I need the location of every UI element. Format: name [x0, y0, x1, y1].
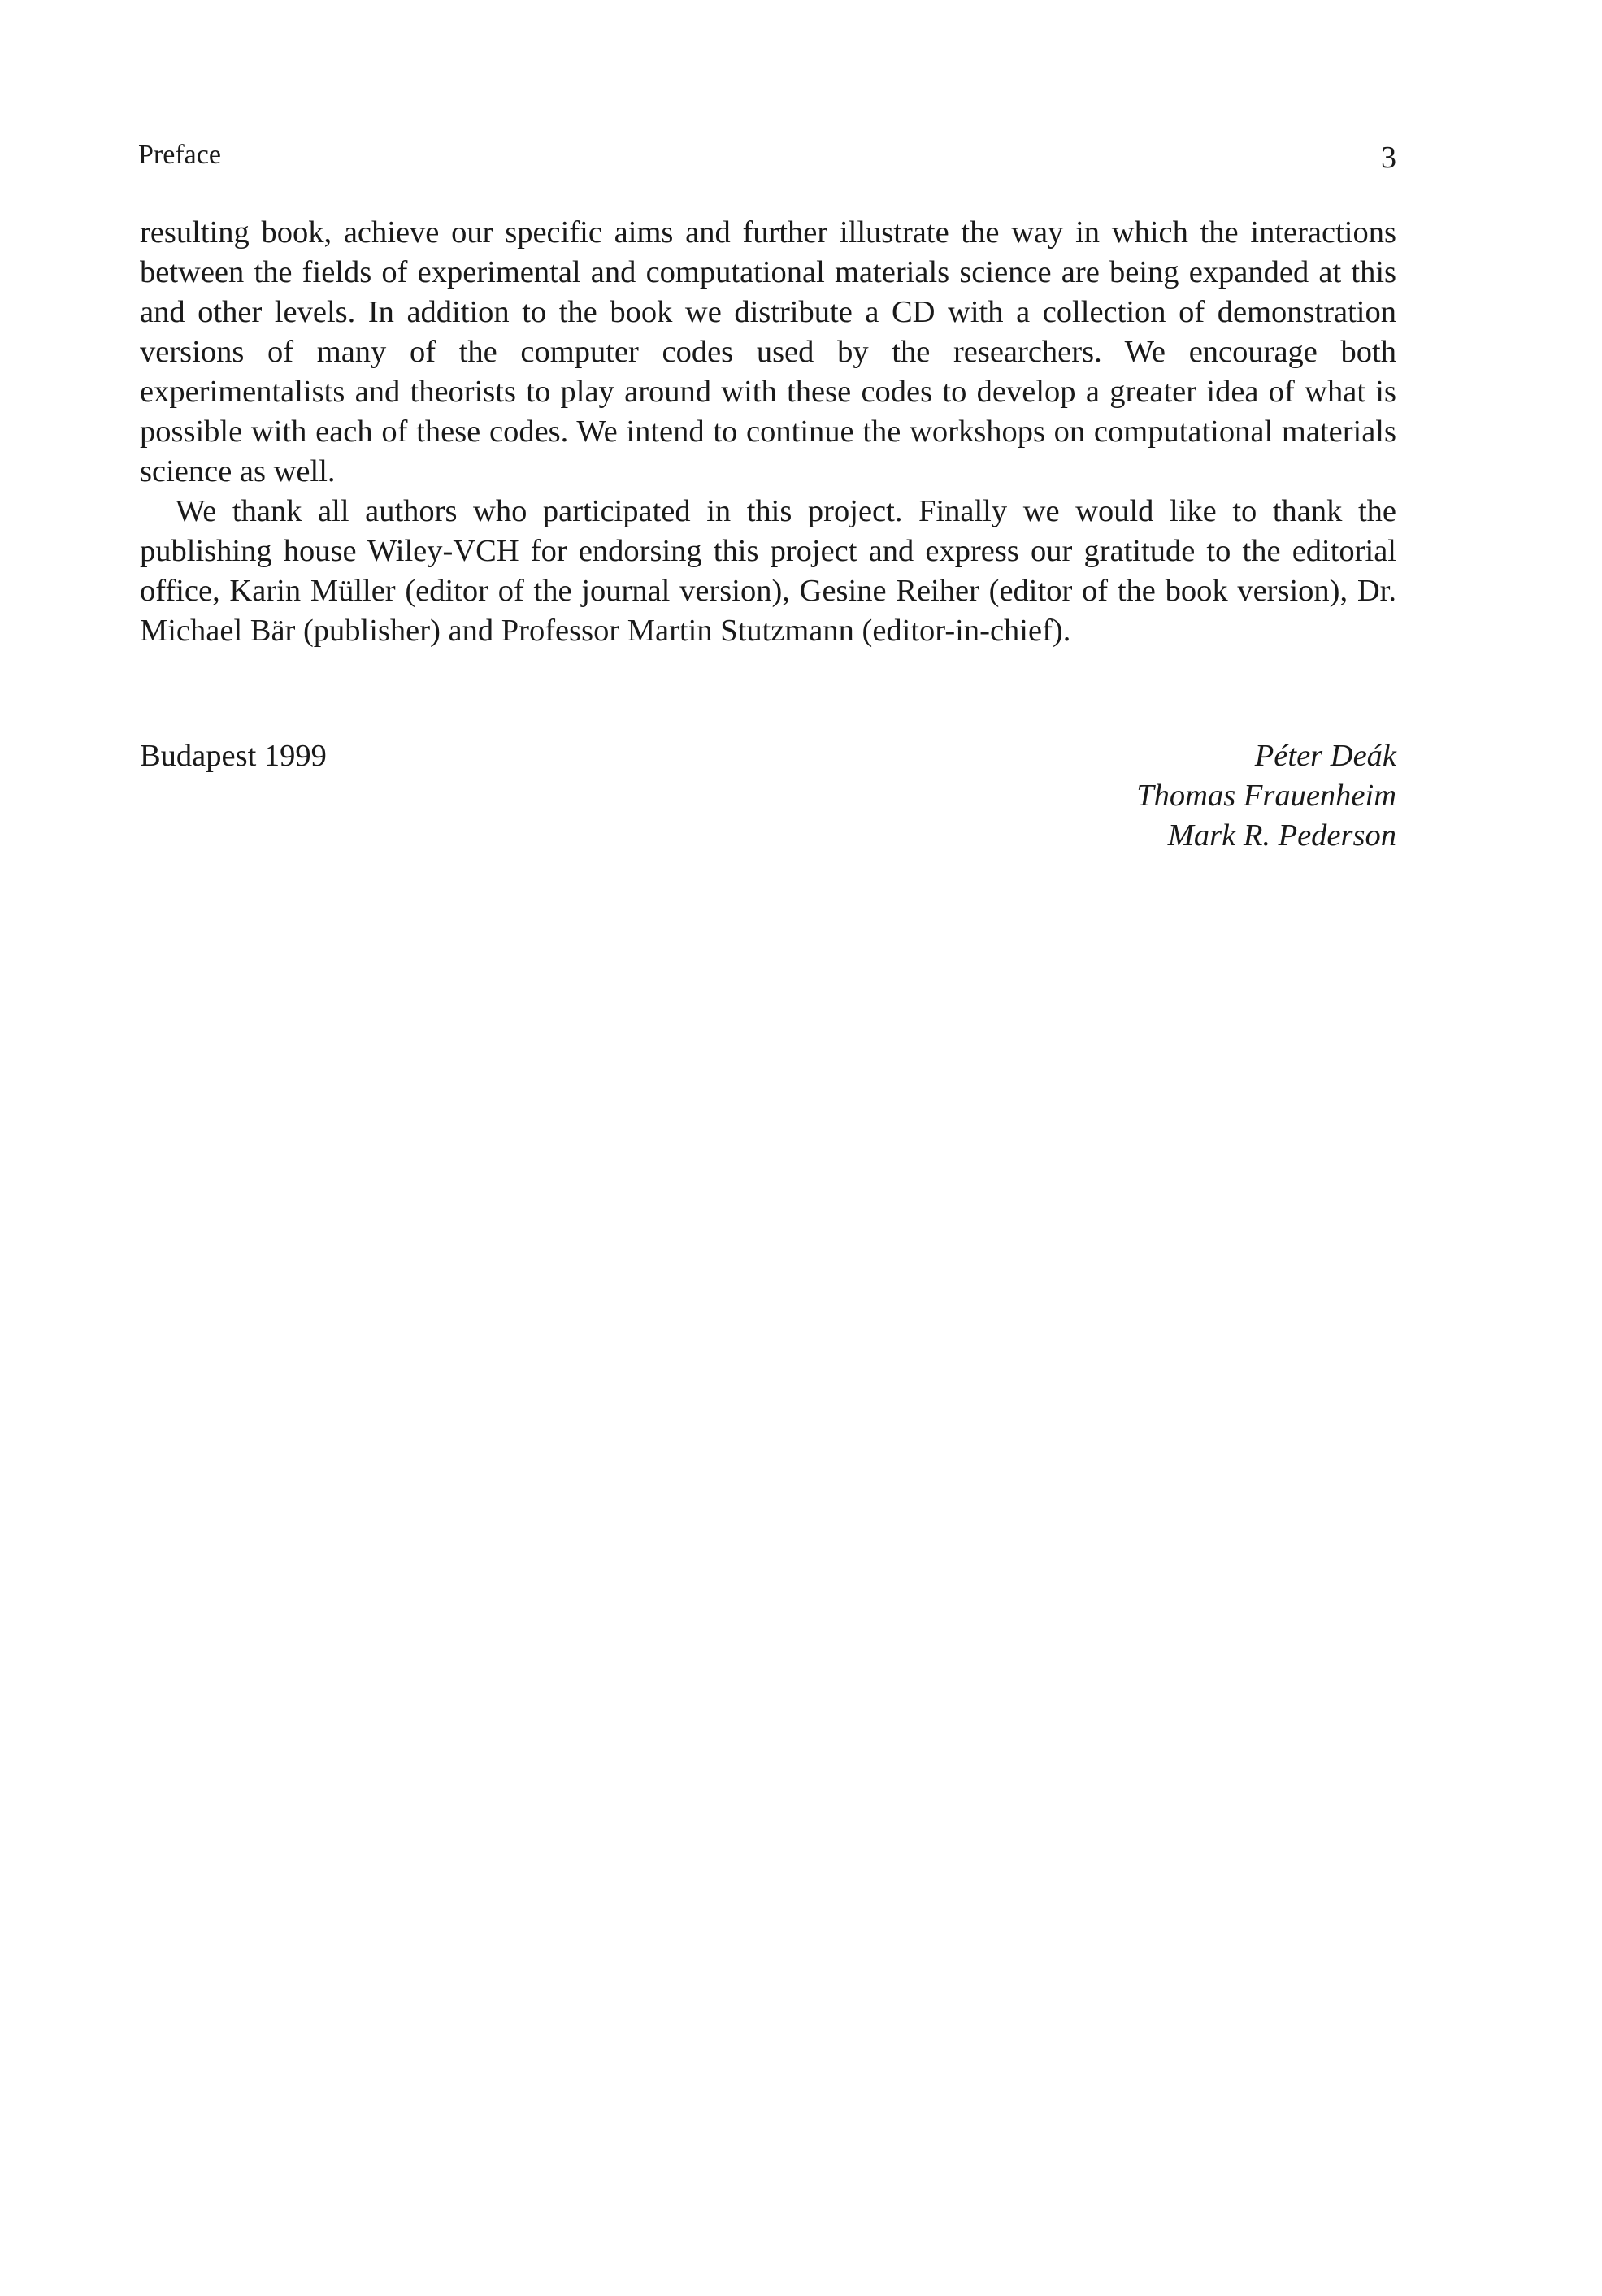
author-list: [1136, 736, 1396, 856]
author-name: Péter Deák: [1254, 739, 1396, 773]
place-date: Budapest 1999: [140, 739, 327, 773]
paragraph-continuation: resulting book, achieve our specific aims and further illustrate the way in which the interactions between the fields of experimental and computational materials science are being expanded at this and other levels. In addition to the book we distribute a CD with a collection of demonstration versions of many of the computer codes used by the researchers. We encourage both experimentalists and theorists to play around with these codes to develop a greater idea of what is possible with each of these codes. We intend to continue the workshops on computational materials science as well.: [140, 215, 1396, 488]
author-name: Mark R. Pederson: [1167, 818, 1396, 853]
paragraph-acknowledgements: We thank all authors who participated in this project. Finally we would like to thank the publishing house Wiley-VCH for endorsing this project and express our gratitude to the editorial office, Karin Müller (editor of the journal version), Gesine Reiher (editor of the book version), Dr. Michael Bär (publisher) and Professor Martin Stutzmann (editor-in-chief).: [140, 494, 1396, 648]
running-head-section: Preface: [138, 140, 221, 170]
running-head: [138, 140, 1396, 180]
author-name: Thomas Frauenheim: [1136, 779, 1396, 813]
page-number: 3: [1381, 141, 1396, 175]
preface-body: [140, 213, 1396, 651]
